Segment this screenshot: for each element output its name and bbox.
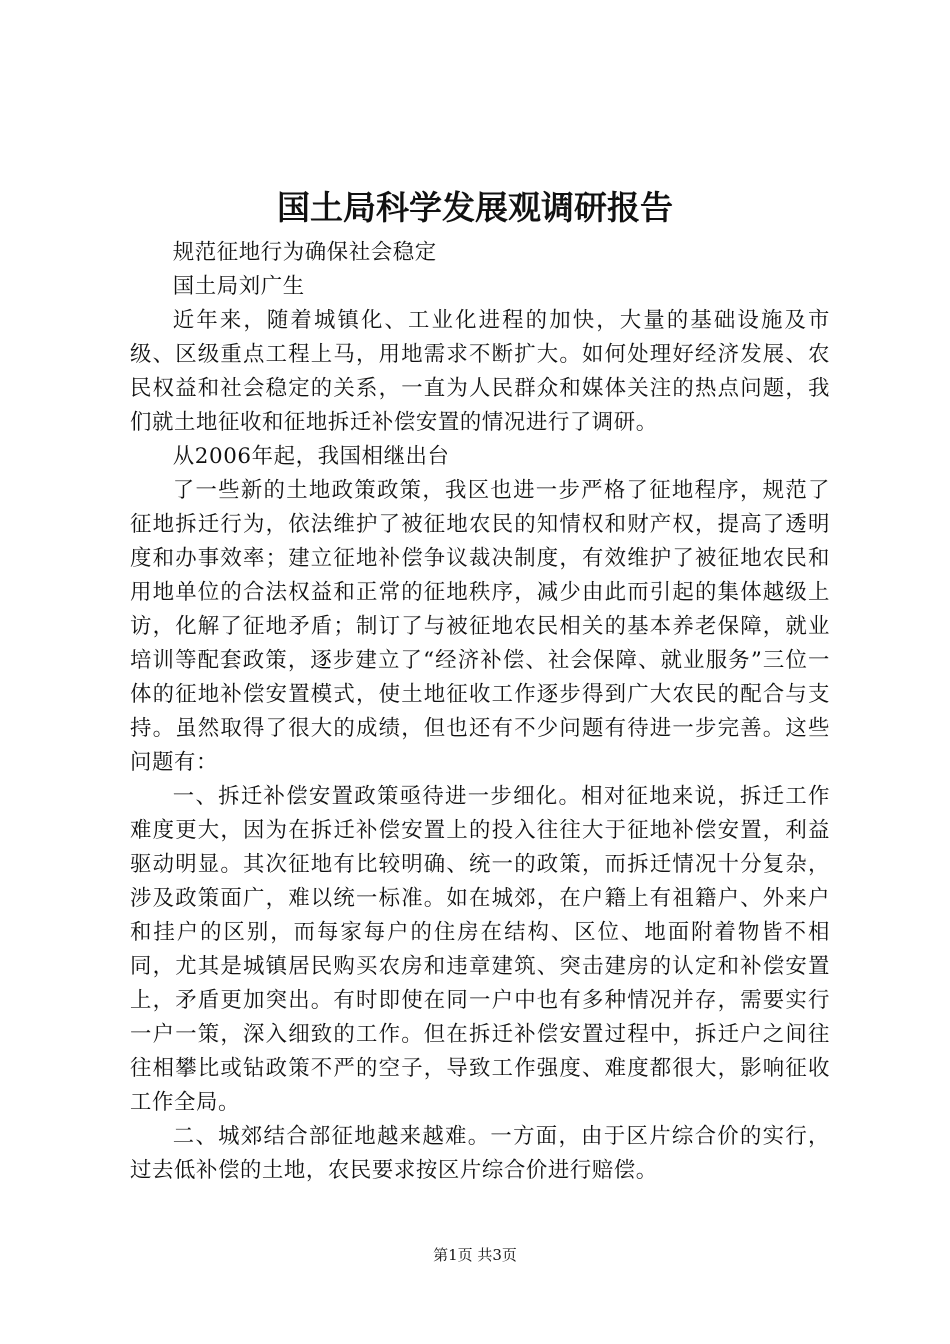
body-paragraph: 从2006年起，我国相继出台 [172, 444, 450, 469]
body-paragraph: 了一些新的土地政策政策，我区也进一步严格了征地程序，规范了征地拆迁行为，依法维护了被征地农民的知情权和财产权，提高了透明度和办事效率；建立征地补偿争议裁决制度，有效维护了被征地农民和用地单位的合法权益和正常的征地秩序，减少由此而引起的集体越级上访，化解了征地矛盾；制订了与被征地农民相关的基本养老保障，就业培训等配套政策，逐步建立了“经济补偿、社会保障、就业服务”三位一体的征地补偿安置模式，使土地征收工作逐步得到广大农民的配合与支持。虽然取得了很大的成绩，但也还有不少问题有待进一步完善。这些问题有： [130, 478, 830, 775]
author-paragraph: 国土局刘广生 [172, 274, 305, 299]
page-footer: 第1页 共3页 [433, 1246, 517, 1264]
subtitle-paragraph: 规范征地行为确保社会稳定 [172, 240, 437, 265]
page-title: 国土局科学发展观调研报告 [277, 188, 673, 227]
document-body [130, 236, 830, 1188]
body-paragraph: 二、城郊结合部征地越来越难。一方面，由于区片综合价的实行，过去低补偿的土地，农民要求按区片综合价进行赔偿。 [130, 1124, 830, 1183]
body-paragraph: 近年来，随着城镇化、工业化进程的加快，大量的基础设施及市级、区级重点工程上马，用地需求不断扩大。如何处理好经济发展、农民权益和社会稳定的关系，一直为人民群众和媒体关注的热点问题，我们就土地征收和征地拆迁补偿安置的情况进行了调研。 [130, 308, 830, 435]
body-paragraph: 一、拆迁补偿安置政策亟待进一步细化。相对征地来说，拆迁工作难度更大，因为在拆迁补偿安置上的投入往往大于征地补偿安置，利益驱动明显。其次征地有比较明确、统一的政策，而拆迁情况十分复杂，涉及政策面广，难以统一标准。如在城郊，在户籍上有祖籍户、外来户和挂户的区别，而每家每户的住房在结构、区位、地面附着物皆不相同，尤其是城镇居民购买农房和违章建筑、突击建房的认定和补偿安置上，矛盾更加突出。有时即使在同一户中也有多种情况并存，需要实行一户一策，深入细致的工作。但在拆迁补偿安置过程中，拆迁户之间往往相攀比或钻政策不严的空子，导致工作强度、难度都很大，影响征收工作全局。 [130, 784, 830, 1115]
